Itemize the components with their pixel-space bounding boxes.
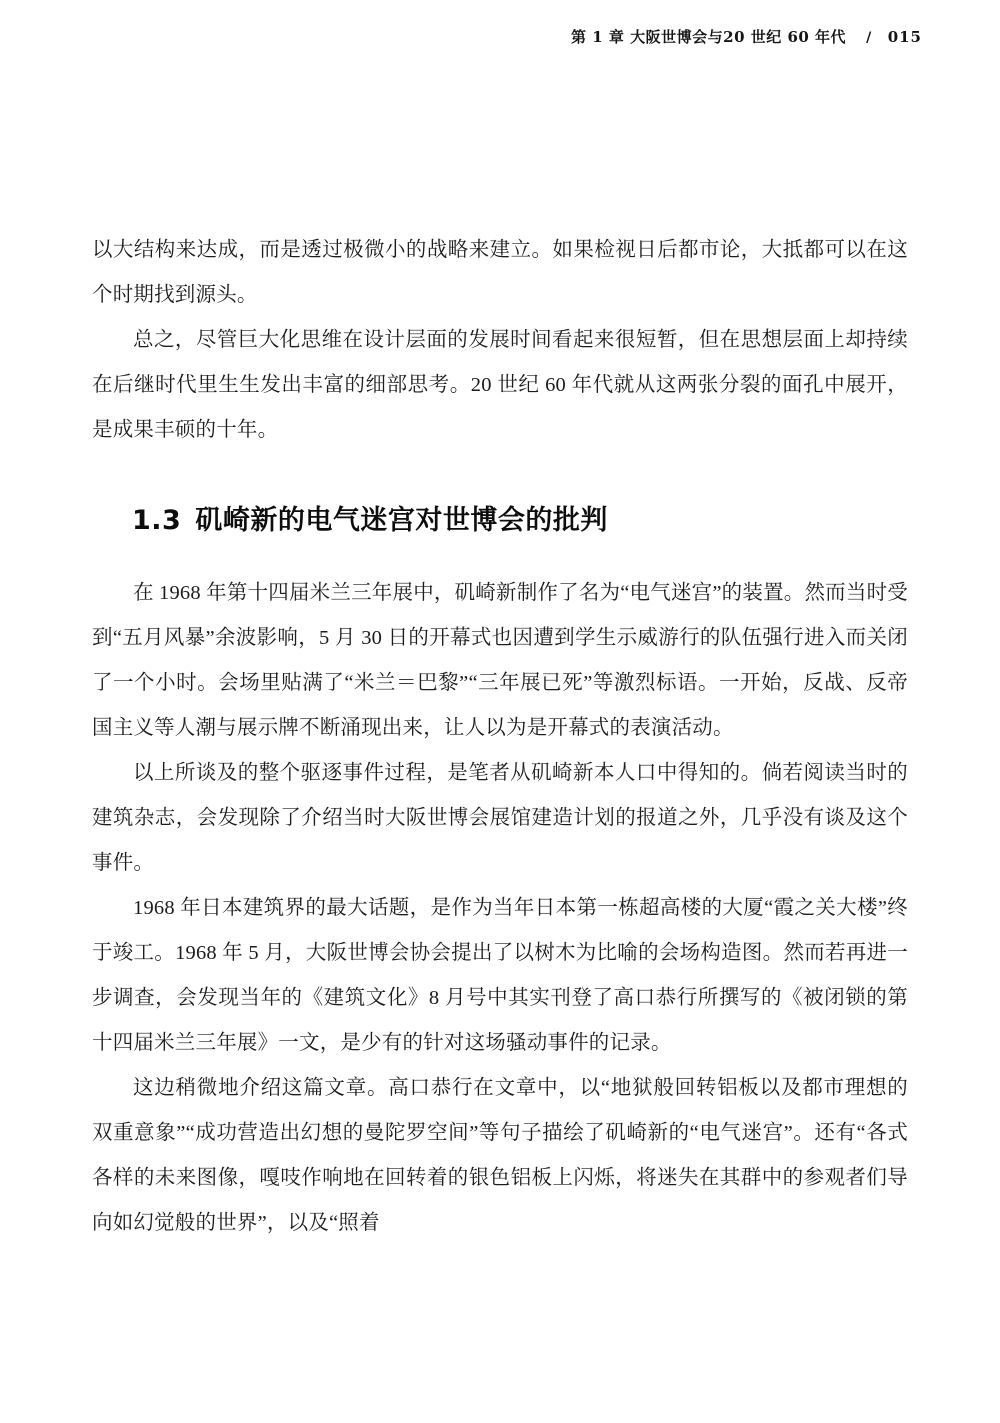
running-head-separator: / [866, 30, 872, 46]
page-body [92, 228, 908, 1246]
section-title: 矶崎新的电气迷宫对世博会的批判 [195, 505, 608, 536]
running-head-chapter-title: 第 1 章 大阪世博会与20 世纪 60 年代 [571, 28, 847, 46]
paragraph-1: 以大结构来达成，而是透过极微小的战略来建立。如果检视日后都市论，大抵都可以在这个时期找到源头。 [92, 239, 908, 306]
paragraph-2: 总之，尽管巨大化思维在设计层面的发展时间看起来很短暂，但在思想层面上却持续在后继时代里生生发出丰富的细部思考。20 世纪 60 年代就从这两张分裂的面孔中展开，是成果丰硕的十年。 [92, 329, 908, 441]
section-heading [132, 501, 908, 541]
page-number: 015 [887, 28, 922, 46]
paragraph-3: 在 1968 年第十四届米兰三年展中，矶崎新制作了名为“电气迷宫”的装置。然而当时受到“五月风暴”余波影响，5 月 30 日的开幕式也因遭到学生示威游行的队伍强行进入而关闭了一个小时。会场里贴满了“米兰＝巴黎”“三年展已死”等激烈标语。一开始，反战、反帝国主义等人潮与展示牌不断涌现出来，让人以为是开幕式的表演活动。 [92, 582, 908, 739]
paragraph-4: 以上所谈及的整个驱逐事件过程，是笔者从矶崎新本人口中得知的。倘若阅读当时的建筑杂志，会发现除了介绍当时大阪世博会展馆建造计划的报道之外，几乎没有谈及这个事件。 [92, 762, 908, 874]
section-number: 1.3 [132, 505, 182, 536]
running-head [0, 26, 922, 47]
paragraph-6: 这边稍微地介绍这篇文章。高口恭行在文章中，以“地狱般回转铝板以及都市理想的双重意象”“成功营造出幻想的曼陀罗空间”等句子描绘了矶崎新的“电气迷宫”。还有“各式各样的未来图像，嘎吱作响地在回转着的银色铝板上闪烁，将迷失在其群中的参观者们导向如幻觉般的世界”，以及“照着 [92, 1077, 908, 1234]
paragraph-5: 1968 年日本建筑界的最大话题，是作为当年日本第一栋超高楼的大厦“霞之关大楼”终于竣工。1968 年 5 月，大阪世博会协会提出了以树木为比喻的会场构造图。然而若再进一步调查，会发现当年的《建筑文化》8 月号中其实刊登了高口恭行所撰写的《被闭锁的第十四届米兰三年展》一文，是少有的针对这场骚动事件的记录。 [92, 897, 908, 1054]
